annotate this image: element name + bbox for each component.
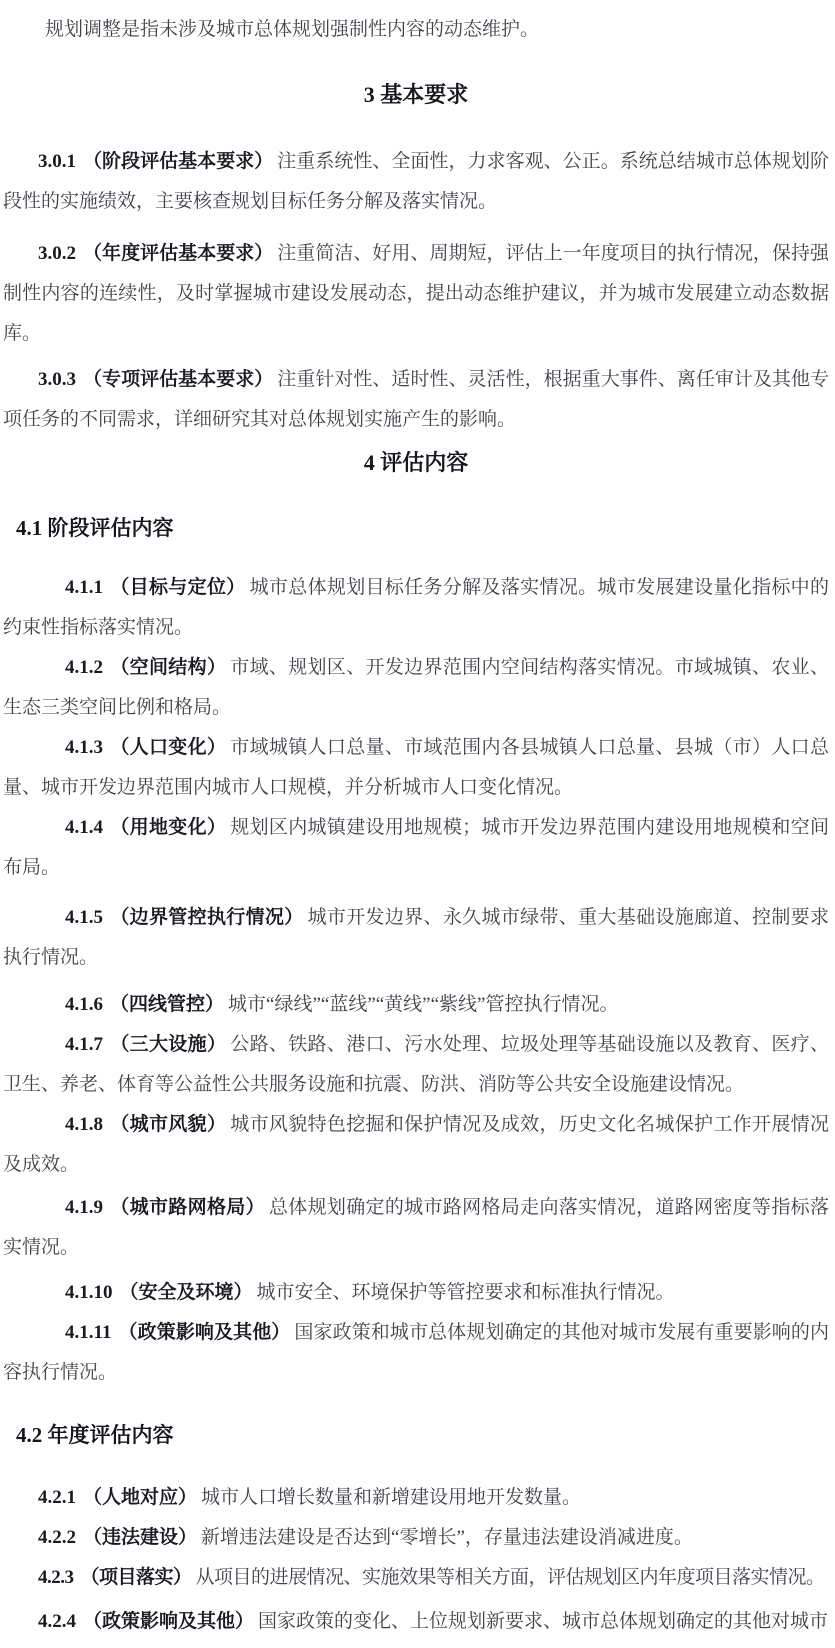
clause-4-1-6-title: （四线管控）	[110, 994, 225, 1015]
clause-4-1-1-title: （目标与定位）	[110, 577, 246, 598]
clause-4-1-11-head	[65, 1322, 294, 1343]
clause-4-1-4	[3, 808, 829, 888]
clause-4-1-7-number: 4.1.7	[65, 1034, 103, 1055]
clause-4-1-2-number: 4.1.2	[65, 657, 103, 678]
clause-4-1-10	[3, 1273, 829, 1313]
clause-4-2-2-text: 新增违法建设是否达到“零增长”，存量违法建设消减进度。	[201, 1527, 693, 1548]
chapter-4-heading-text: 4 评估内容	[363, 450, 469, 475]
section-4-1-heading	[3, 513, 829, 543]
clause-4-1-1-head	[65, 577, 250, 598]
clause-4-1-2-text: 市域、规划区、开发边界范围内空间结构落实情况。市域城镇、农业、生态三类空间比例和格局。	[3, 657, 829, 718]
section-4-2-heading-text: 4.2 年度评估内容	[16, 1423, 174, 1447]
section-4-1-heading-text: 4.1 阶段评估内容	[16, 516, 174, 540]
clause-4-2-2-title: （违法建设）	[83, 1527, 198, 1548]
chapter-3-heading	[3, 80, 829, 110]
clause-4-1-10-text: 城市安全、环境保护等管控要求和标准执行情况。	[256, 1282, 675, 1303]
clause-4-2-3-number: 4.2.3	[38, 1567, 74, 1588]
clause-4-1-2	[3, 648, 829, 728]
clause-4-1-11	[3, 1313, 829, 1393]
clause-3-0-3	[3, 360, 829, 440]
clause-4-1-3-head	[65, 737, 230, 758]
clause-4-1-8	[3, 1105, 829, 1185]
clause-4-1-4-number: 4.1.4	[65, 817, 103, 838]
clause-4-1-10-number: 4.1.10	[65, 1282, 113, 1303]
clause-4-1-2-title: （空间结构）	[110, 657, 227, 678]
clause-4-1-5	[3, 898, 829, 978]
clause-4-1-5-text: 城市开发边界、永久城市绿带、重大基础设施廊道、控制要求执行情况。	[3, 907, 829, 968]
chapter-4-heading	[3, 448, 829, 478]
clause-4-1-5-title: （边界管控执行情况）	[110, 907, 304, 928]
clause-4-1-4-title: （用地变化）	[110, 817, 227, 838]
clause-3-0-2-head	[38, 243, 277, 264]
clause-4-2-2-number: 4.2.2	[38, 1527, 76, 1548]
clause-4-2-4-head	[38, 1611, 258, 1632]
clause-4-1-4-text: 规划区内城镇建设用地规模；城市开发边界范围内建设用地规模和空间布局。	[3, 817, 829, 878]
clause-4-1-3-number: 4.1.3	[65, 737, 103, 758]
clause-4-2-3	[3, 1558, 829, 1598]
clause-4-1-11-title: （政策影响及其他）	[118, 1322, 291, 1343]
clause-4-1-7-title: （三大设施）	[110, 1034, 227, 1055]
clause-3-0-3-head	[38, 369, 277, 390]
clause-4-1-7-text: 公路、铁路、港口、污水处理、垃圾处理等基础设施以及教育、医疗、卫生、养老、体育等公益性公共服务设施和抗震、防洪、消防等公共安全设施建设情况。	[3, 1034, 829, 1095]
clause-4-2-1-text: 城市人口增长数量和新增建设用地开发数量。	[201, 1487, 582, 1508]
clause-4-1-8-text: 城市风貌特色挖掘和保护情况及成效，历史文化名城保护工作开展情况及成效。	[3, 1114, 829, 1175]
clause-4-1-9	[3, 1188, 829, 1268]
clause-3-0-1-head	[38, 151, 277, 172]
clause-4-1-1	[3, 568, 829, 648]
clause-4-1-11-text: 国家政策和城市总体规划确定的其他对城市发展有重要影响的内容执行情况。	[3, 1322, 829, 1383]
clause-4-1-9-title: （城市路网格局）	[110, 1197, 265, 1218]
clause-4-2-2	[3, 1518, 829, 1558]
clause-4-2-3-title: （项目落实）	[80, 1567, 192, 1588]
clause-4-2-1-title: （人地对应）	[83, 1487, 198, 1508]
clause-4-1-5-number: 4.1.5	[65, 907, 103, 928]
clause-4-1-9-head	[65, 1197, 269, 1218]
chapter-3-heading-text: 3 基本要求	[363, 82, 469, 107]
clause-4-1-8-title: （城市风貌）	[110, 1114, 227, 1135]
clause-4-1-2-head	[65, 657, 230, 678]
clause-4-1-6-text: 城市“绿线”“蓝线”“黄线”“紫线”管控执行情况。	[228, 994, 619, 1015]
clause-4-2-3-text: 从项目的进展情况、实施效果等相关方面，评估规划区内年度项目落实情况。	[195, 1567, 825, 1588]
clause-4-2-4-number: 4.2.4	[38, 1611, 76, 1632]
clause-4-1-10-head	[65, 1282, 257, 1303]
clause-4-1-11-number: 4.1.11	[65, 1322, 112, 1343]
clause-3-0-1-text: 注重系统性、全面性，力求客观、公正。系统总结城市总体规划阶段性的实施绩效，主要核查规划目标任务分解及落实情况。	[3, 151, 829, 212]
section-4-2-heading	[3, 1420, 829, 1450]
clause-3-0-2-title: （年度评估基本要求）	[83, 243, 274, 264]
clause-4-1-8-number: 4.1.8	[65, 1114, 103, 1135]
clause-4-1-3	[3, 728, 829, 808]
clause-4-1-3-text: 市域城镇人口总量、市域范围内各县城镇人口总量、县城（市）人口总量、城市开发边界范围内城市人口规模，并分析城市人口变化情况。	[3, 737, 829, 798]
clause-3-0-1-title: （阶段评估基本要求）	[83, 151, 274, 172]
clause-4-2-4	[3, 1602, 829, 1642]
clause-4-1-7-head	[65, 1034, 230, 1055]
clause-4-1-6-head	[65, 994, 228, 1015]
clause-3-0-2-text: 注重简洁、好用、周期短，评估上一年度项目的执行情况，保持强制性内容的连续性，及时掌握城市建设发展动态，提出动态维护建议，并为城市发展建立动态数据库。	[3, 243, 829, 344]
clause-3-0-3-title: （专项评估基本要求）	[83, 369, 274, 390]
clause-4-2-3-head	[38, 1567, 196, 1588]
clause-4-2-1-head	[38, 1487, 201, 1508]
clause-3-0-1	[3, 142, 829, 222]
clause-4-2-1	[3, 1478, 829, 1518]
clause-4-1-6-number: 4.1.6	[65, 994, 103, 1015]
intro-paragraph	[3, 10, 829, 50]
clause-4-1-4-head	[65, 817, 230, 838]
clause-4-1-10-title: （安全及环境）	[119, 1282, 253, 1303]
clause-4-1-9-number: 4.1.9	[65, 1197, 103, 1218]
clause-4-1-7	[3, 1025, 829, 1105]
clause-3-0-3-number: 3.0.3	[38, 369, 76, 390]
clause-3-0-3-text: 注重针对性、适时性、灵活性，根据重大事件、离任审计及其他专项任务的不同需求，详细研究其对总体规划实施产生的影响。	[3, 369, 829, 430]
clause-4-1-8-head	[65, 1114, 230, 1135]
clause-4-1-9-text: 总体规划确定的城市路网格局走向落实情况，道路网密度等指标落实情况。	[3, 1197, 829, 1258]
clause-3-0-2	[3, 234, 829, 354]
clause-4-2-4-text: 国家政策的变化、上位规划新要求、城市总体规划确定的其他对城市	[258, 1611, 829, 1632]
intro-text: 规划调整是指未涉及城市总体规划强制性内容的动态维护。	[45, 19, 540, 40]
clause-4-1-3-title: （人口变化）	[110, 737, 227, 758]
clause-4-1-1-text: 城市总体规划目标任务分解及落实情况。城市发展建设量化指标中的约束性指标落实情况。	[3, 577, 829, 638]
clause-4-1-6	[3, 985, 829, 1025]
clause-4-1-5-head	[65, 907, 308, 928]
clause-3-0-1-number: 3.0.1	[38, 151, 76, 172]
clause-4-1-1-number: 4.1.1	[65, 577, 103, 598]
clause-4-2-4-title: （政策影响及其他）	[83, 1611, 255, 1632]
clause-4-2-2-head	[38, 1527, 201, 1548]
clause-4-2-1-number: 4.2.1	[38, 1487, 76, 1508]
clause-3-0-2-number: 3.0.2	[38, 243, 76, 264]
